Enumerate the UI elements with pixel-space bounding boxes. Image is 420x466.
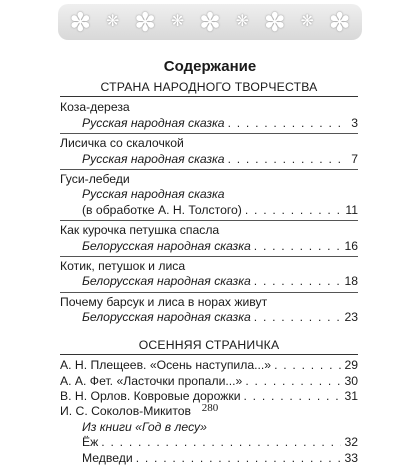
flower-ornament-icon: ❋ [235,13,250,30]
entry-subtitle: Белорусская народная сказка [82,238,251,253]
entry-page: 18 [344,274,358,289]
toc-entry[interactable] [60,295,358,326]
flower-ornament-icon: ❋ [106,13,120,30]
leader-dots [245,374,341,389]
page-title: Содержание [163,58,257,75]
entry-page: 7 [351,151,358,166]
section-heading: СТРАНА НАРОДНОГО ТВОРЧЕСТВА [60,80,358,97]
toc-entry[interactable] [60,136,358,167]
toc-entry[interactable] [60,223,358,254]
flower-ornament-icon: ✽ [263,7,286,37]
entry-title: Медведи [82,450,133,465]
entry-page: 33 [344,450,358,465]
flower-ornament-icon: ❋ [300,13,314,30]
entry-page: 23 [344,310,358,325]
entry-title: Коза-дереза [60,100,130,115]
toc-entry[interactable] [60,451,358,466]
page-number: 280 [201,402,219,414]
leader-dots [228,116,343,131]
entry-subtitle: Белорусская народная сказка [82,274,251,289]
entry-subtitle: Русская народная сказка [82,187,225,202]
divider [60,220,358,221]
leader-dots [254,274,342,289]
leader-dots [136,451,342,466]
entry-book: Из книги «Год в лесу» [82,419,207,434]
leader-dots [254,310,342,325]
entry-title: А. А. Фет. «Ласточки пропали...» [60,373,243,388]
leader-dots [254,239,342,254]
divider [60,256,358,257]
entry-page: 30 [344,373,358,388]
entry-title: Котик, петушок и лиса [60,259,186,274]
flower-ornament-icon: ✽ [134,7,157,37]
entry-title: Ёж [82,435,99,450]
entry-title: Гуси-лебеди [60,172,130,187]
entry-page: 32 [344,435,358,450]
header-ornament [58,4,362,40]
entry-title: Как курочка петушка спасла [60,223,220,238]
divider [60,292,358,293]
flower-ornament-icon: ✽ [69,7,92,37]
leader-dots [228,152,343,167]
entry-subtitle: Белорусская народная сказка [82,310,251,325]
toc-entry[interactable] [60,374,358,389]
flower-ornament-icon: ❋ [170,13,185,30]
entry-title: Почему барсук и лиса в норах живут [60,294,268,309]
flower-ornament-icon: ✽ [328,7,351,37]
entry-page: 16 [344,238,358,253]
leader-dots [245,203,342,218]
flower-ornament-icon: ✽ [199,7,221,37]
entry-page: 29 [344,358,358,373]
toc-entry[interactable] [60,100,358,131]
entry-title: В. Н. Орлов. Ковровые дорожки [60,388,241,403]
toc-entry[interactable] [60,358,358,373]
entry-subtitle: Русская народная сказка [82,151,225,166]
entry-author: И. С. Соколов-Микитов [60,404,192,419]
divider [60,133,358,134]
toc-entry[interactable] [60,435,358,450]
leader-dots [101,435,341,450]
entry-page: 11 [345,202,358,217]
entry-page: 3 [351,115,358,130]
section-heading: ОСЕННЯЯ СТРАНИЧКА [60,338,358,355]
leader-dots [274,358,341,373]
divider [60,169,358,170]
toc-entry[interactable] [60,172,358,218]
entry-subtitle: Русская народная сказка [82,115,225,130]
entry-subtitle-note: (в обработке А. Н. Толстого) [82,202,242,217]
entry-title: А. Н. Плещеев. «Осень наступила...» [60,358,272,373]
entry-page: 31 [344,388,358,403]
entry-title: Лисичка со скалочкой [60,136,184,151]
toc-entry[interactable] [60,259,358,290]
